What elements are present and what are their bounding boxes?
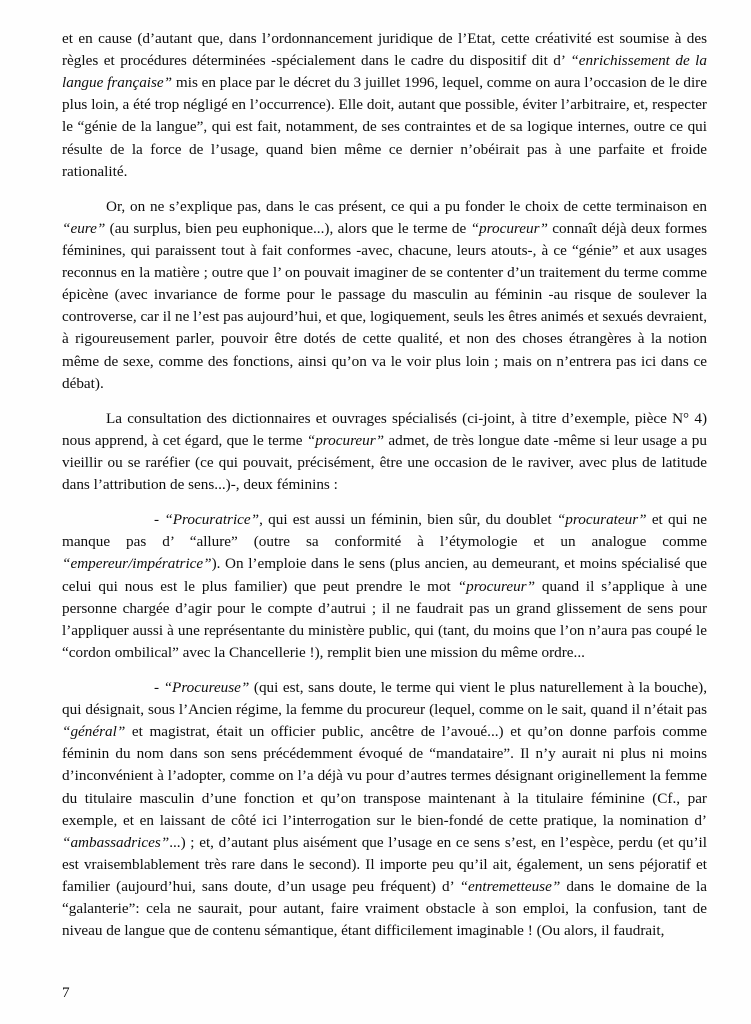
emphasis-text: “procureur” bbox=[306, 431, 385, 449]
emphasis-text: “Procuratrice” bbox=[164, 511, 260, 529]
body-text: - bbox=[154, 678, 164, 696]
emphasis-text: “enrichissement de la langue française” bbox=[62, 52, 707, 92]
body-text: dans le domaine de la “galanterie”: cela ne saurait, pour autant, faire vraiment obstacle à son emploi, la confusion, tant de niveau de langue que de contenu sémantique, étant difficilement imaginable ! (Ou alors, il faudrait, bbox=[62, 877, 707, 940]
emphasis-text: “procureur” bbox=[470, 219, 548, 237]
paragraph bbox=[62, 28, 707, 183]
document-text-body bbox=[62, 28, 707, 942]
body-text: et qui ne manque pas d’ “allure” (outre sa conformité à l’étymologie et un analogue comme bbox=[62, 511, 708, 551]
body-text: , qui est aussi un féminin, bien sûr, du doublet bbox=[259, 511, 557, 529]
body-text: et en cause (d’autant que, dans l’ordonnancement juridique de l’Etat, cette créativité est soumise à des règles et procédures déterminées -spécialement dans le cadre du dispositif dit d’ bbox=[62, 30, 707, 70]
emphasis-text: “ambassadrices” bbox=[62, 833, 170, 851]
paragraph bbox=[62, 408, 707, 496]
body-text: mis en place par le décret du 3 juillet 1996, lequel, comme on aura l’occasion de le dire plus loin, a été trop négligé en l’occurrence). Elle doit, autant que possible, éviter l’arbitraire, et, respecter le “génie de la langue”, qui est fait, notamment, de ses contraintes et de sa logique internes, outre ce qui résulte de la force de l’usage, quand bien même ce dernier n’obéirait pas à une parfaite et froide rationalité. bbox=[62, 74, 707, 180]
page-number: 7 bbox=[62, 984, 70, 1001]
body-text: ...) ; et, d’autant plus aisément que l’usage en ce sens s’est, en l’espèce, perdu (et qu’il est vraisemblablement très rare dans le second). Il importe peu qu’il ait, également, un sens péjoratif et familier (aujourd’hui, sans doute, d’un usage peu fréquent) d’ bbox=[62, 833, 707, 895]
body-text: - bbox=[154, 511, 165, 529]
paragraph bbox=[62, 509, 707, 664]
paragraph bbox=[62, 677, 707, 942]
body-text: admet, de très longue date -même si leur usage a pu vieillir ou se raréfier (ce qui pouvait, précisément, être une occasion de le raviver, avec plus de latitude dans l’attribution de sens...)-, deux féminins : bbox=[62, 431, 707, 494]
paragraph bbox=[62, 196, 707, 395]
emphasis-text: “général” bbox=[62, 723, 126, 741]
body-text: connaît déjà deux formes féminines, qui paraissent tout à fait conformes -avec, chacune, leurs atouts-, à ce “génie” et aux usages reconnus en la matière ; outre que l’ on pouvait imaginer de se contenter d’un traitement du terme comme épicène (avec invariance de forme pour le passage du masculin au féminin -au risque de soulever la controverse, car il ne l’est pas aujourd’hui, et que, logiquement, seuls les êtres animés et sexués devraient, à rigoureusement parler, pouvoir être dotés de cette qualité, et non des choses étrangères à la notion même de sexe, comme des fonctions, ainsi qu’on va le voir plus loin ; mais on n’entrera pas ici dans ce débat). bbox=[62, 219, 707, 392]
body-text: quand il s’applique à une personne chargée d’agir pour le compte d’autrui ; il ne faudrait pas un grand glissement de sens pour l’appliquer aussi à une représentante du ministère public, qui (tant, du moins que l’on n’aura pas coupé le “cordon ombilical” avec la Chancellerie !), remplit bien une mission du même ordre... bbox=[62, 577, 707, 661]
emphasis-text: “Procureuse” bbox=[163, 678, 250, 696]
emphasis-text: “procureur” bbox=[457, 577, 536, 595]
emphasis-text: “empereur/impératrice” bbox=[62, 555, 212, 573]
body-text: et magistrat, était un officier public, ancêtre de l’avoué...) et qu’on donne parfois comme féminin du nom dans son sens précédemment évoqué de “mandataire”. Il n’y aurait ni plus ni moins d’inconvénient à l’adopter, comme on l’a déjà vu pour d’autres termes désignant originellement la femme du titulaire masculin d’une fonction et qu’on transpose maintenant à la titulaire féminine (Cf., par exemple, et en laissant de côté ici l’interrogation sur le bien-fondé de cette pratique, la nomination d’ bbox=[62, 723, 707, 829]
emphasis-text: “eure” bbox=[62, 219, 106, 237]
body-text: Or, on ne s’explique pas, dans le cas présent, ce qui a pu fonder le choix de cette terminaison en bbox=[106, 197, 707, 215]
emphasis-text: “entremetteuse” bbox=[459, 877, 561, 895]
body-text: ). On l’emploie dans le sens (plus ancien, au demeurant, et moins spécialisé que celui qui nous est le plus familier) que peut prendre le mot bbox=[62, 555, 707, 595]
body-text: (au surplus, bien peu euphonique...), alors que le terme de bbox=[105, 219, 471, 237]
emphasis-text: “procurateur” bbox=[556, 511, 647, 529]
body-text: (qui est, sans doute, le terme qui vient le plus naturellement à la bouche), qui désignait, sous l’Ancien régime, la femme du procureur (lequel, comme on le sait, quand il n’était pas bbox=[62, 678, 708, 719]
body-text: La consultation des dictionnaires et ouvrages spécialisés (ci-joint, à titre d’exemple, pièce N° 4) nous apprend, à cet égard, que le terme bbox=[62, 409, 707, 449]
